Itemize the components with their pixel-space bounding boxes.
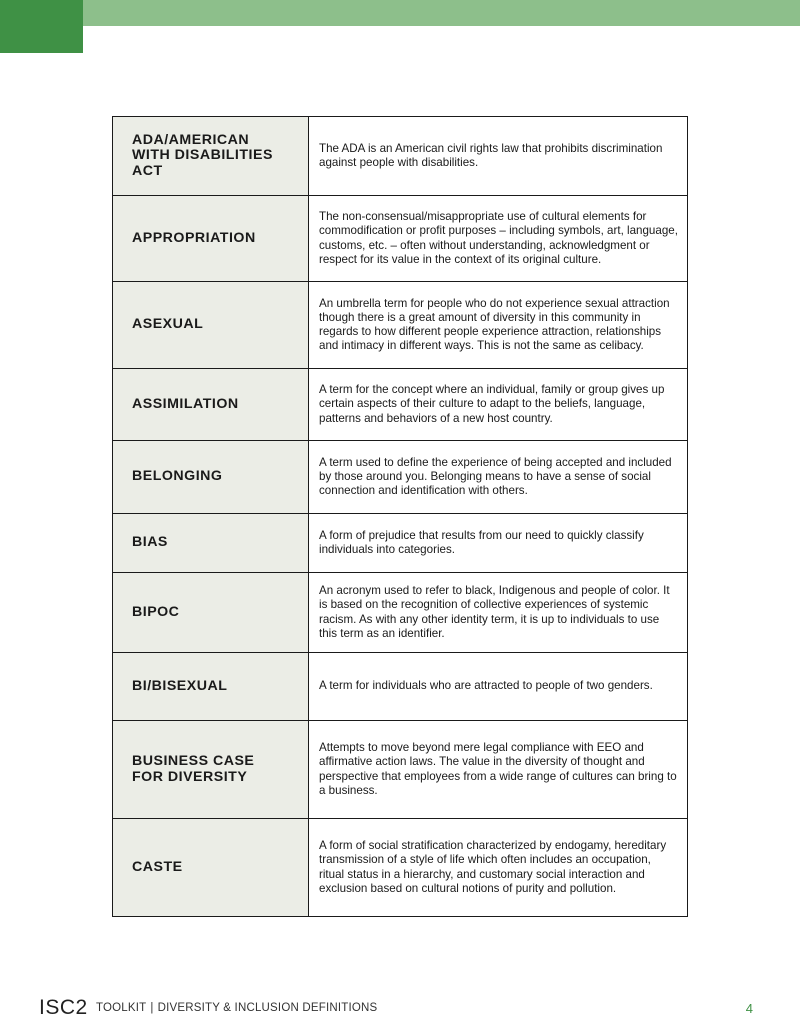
table-row (113, 819, 688, 917)
table-row (113, 196, 688, 282)
term-cell: ASEXUAL (113, 282, 309, 369)
definition-cell: An acronym used to refer to black, Indigenous and people of color. It is based on the recognition of collective experiences of systemic racism. As with any other identity term, it is up to individuals to use this term as an identifier. (309, 573, 688, 653)
glossary-table (112, 116, 688, 917)
footer-toolkit-label: TOOLKIT (96, 1002, 147, 1014)
definition-cell: A term for the concept where an individual, family or group gives up certain aspects of their culture to adapt to the beliefs, language, patterns and behaviors of a new host country. (309, 369, 688, 441)
table-row (113, 117, 688, 196)
term-cell: BIPOC (113, 573, 309, 653)
isc2-logo: ISC2 (39, 996, 88, 1019)
term-cell: BI/BISEXUAL (113, 653, 309, 721)
term-cell: CASTE (113, 819, 309, 917)
term-cell: APPROPRIATION (113, 196, 309, 282)
definition-cell: A form of prejudice that results from our need to quickly classify individuals into categories. (309, 514, 688, 573)
table-row (113, 282, 688, 369)
term-cell: ADA/AMERICAN WITH DISABILITIES ACT (113, 117, 309, 196)
term-cell: ASSIMILATION (113, 369, 309, 441)
header-band (0, 0, 800, 26)
definition-cell: The ADA is an American civil rights law that prohibits discrimination against people with disabilities. (309, 117, 688, 196)
footer-title (96, 1002, 377, 1014)
definition-cell: An umbrella term for people who do not experience sexual attraction though there is a great amount of diversity in this community in regards to how different people experience attraction, relationships and intimacy in different ways. This is not the same as celibacy. (309, 282, 688, 369)
page-number: 4 (745, 1001, 753, 1016)
definition-cell: A term for individuals who are attracted to people of two genders. (309, 653, 688, 721)
term-cell: BELONGING (113, 441, 309, 514)
header-accent-block (0, 0, 83, 53)
term-cell: BIAS (113, 514, 309, 573)
table-row (113, 514, 688, 573)
definition-cell: A form of social stratification characterized by endogamy, hereditary transmission of a style of life which often includes an occupation, ritual status in a hierarchy, and customary social interaction and exclusion based on cultural notions of purity and pollution. (309, 819, 688, 917)
definition-cell: A term used to define the experience of being accepted and included by those around you. Belonging means to have a sense of social connection and identification with others. (309, 441, 688, 514)
footer-document-title: DIVERSITY & INCLUSION DEFINITIONS (157, 1002, 378, 1014)
table-row (113, 573, 688, 653)
table-row (113, 721, 688, 819)
table-row (113, 369, 688, 441)
footer-separator: | (150, 1002, 154, 1014)
definition-cell: The non-consensual/misappropriate use of cultural elements for commodification or profit purposes – including symbols, art, language, customs, etc. – often without understanding, acknowledgment or respect for its value in the context of its original culture. (309, 196, 688, 282)
term-cell: BUSINESS CASE FOR DIVERSITY (113, 721, 309, 819)
table-row (113, 653, 688, 721)
table-row (113, 441, 688, 514)
definition-cell: Attempts to move beyond mere legal compliance with EEO and affirmative action laws. The value in the diversity of thought and perspective that employees from a wide range of cultures can bring to a business. (309, 721, 688, 819)
